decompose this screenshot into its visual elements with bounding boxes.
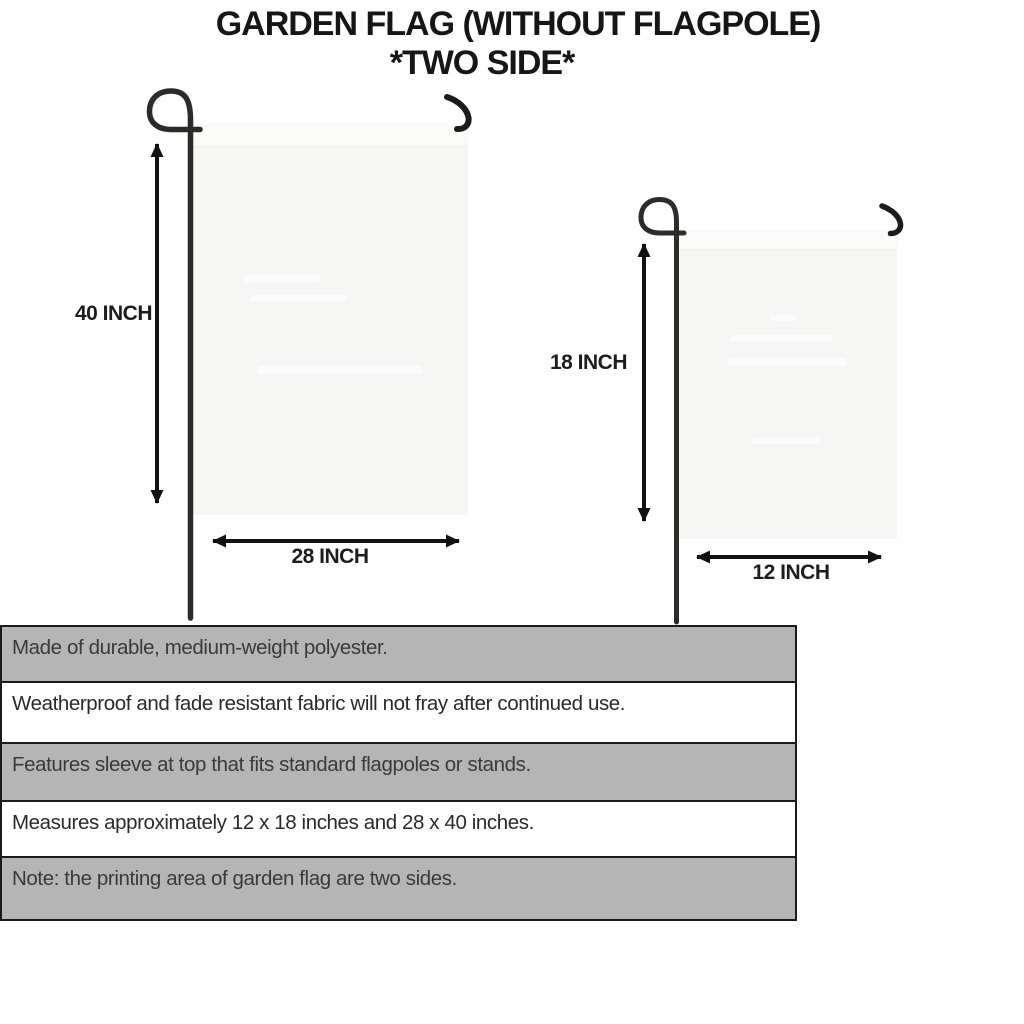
fabric-streak <box>730 335 833 342</box>
large-width-label: 28 INCH <box>291 545 369 568</box>
fabric-streak <box>770 315 797 321</box>
fabric-streak <box>257 366 422 374</box>
page-title: GARDEN FLAG (WITHOUT FLAGPOLE) <box>215 5 821 43</box>
small-height-label: 18 INCH <box>549 351 627 374</box>
large-height-label: 40 INCH <box>74 302 152 325</box>
feature-row: Weatherproof and fade resistant fabric will not fray after continued use. <box>0 681 797 744</box>
fabric-streak <box>752 438 820 444</box>
page-subtitle: *TWO SIDE* <box>389 44 575 82</box>
large-flag-sleeve <box>193 123 468 147</box>
feature-row: Measures approximately 12 x 18 inches and 28 x 40 inches. <box>0 800 797 858</box>
fabric-streak <box>250 295 347 302</box>
fabric-streak <box>243 275 321 282</box>
feature-table <box>0 625 797 921</box>
small-width-label: 12 INCH <box>752 561 830 584</box>
fabric-streak <box>728 358 847 366</box>
large-flag-canvas <box>193 123 468 515</box>
feature-row: Made of durable, medium-weight polyester. <box>0 625 797 683</box>
feature-row: Features sleeve at top that fits standard flagpoles or stands. <box>0 742 797 802</box>
feature-row: Note: the printing area of garden flag are two sides. <box>0 856 797 921</box>
small-flag-canvas <box>678 230 897 539</box>
small-flag-sleeve <box>678 230 897 250</box>
